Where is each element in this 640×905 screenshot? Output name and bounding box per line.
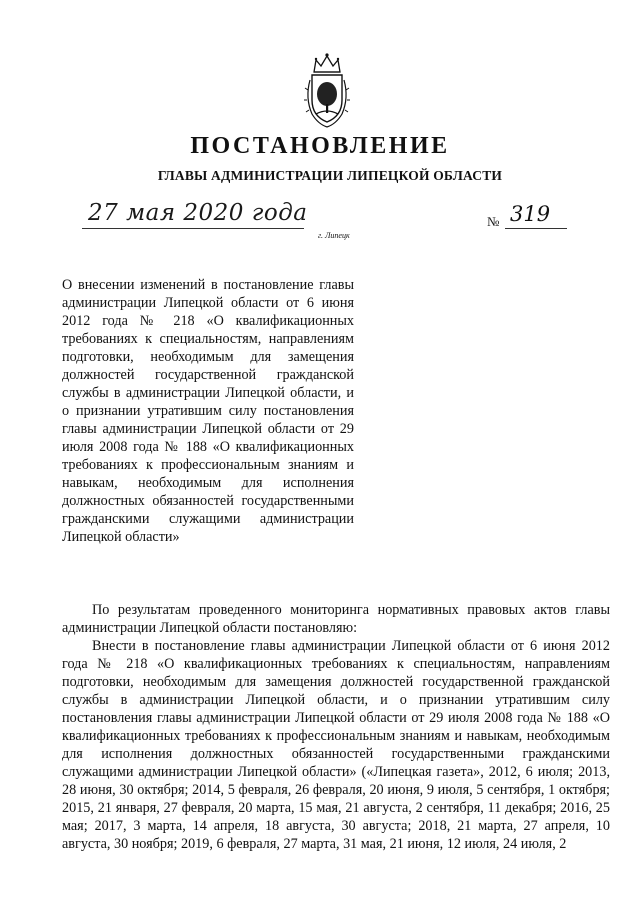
document-subtitle: ГЛАВЫ АДМИНИСТРАЦИИ ЛИПЕЦКОЙ ОБЛАСТИ [157, 168, 503, 183]
document-title: ПОСТАНОВЛЕНИЕ [190, 133, 450, 159]
coat-of-arms-emblem [302, 50, 352, 130]
date-underline [82, 228, 304, 229]
city-label: г. Липецк [318, 231, 350, 240]
body-paragraph-2: Внести в постановление главы администрации Липецкой области от 6 июня 2012 года № 218 «О квалификационных требованиях к специальностям, направлениям подготовки, необходимым для замещения должностей государственной гражданской службы в администрации Липецкой области, и о признании утратившим силу постановления главы администрации Липецкой области от 29 июля 2008 года № 188 «О квалификационных требованиях к профессиональным знаниям и навыкам, необходимым для исполнения должностных обязанностей государственными гражданскими служащими администрации Липецкой области» («Липецкая газета», 2012, 6 июля; 2013, 28 июня, 30 октября; 2014, 5 февраля, 26 февраля, 20 июня, 9 июля, 5 сентября, 1 октября; 2015, 21 января, 27 февраля, 20 марта, 15 мая, 21 августа, 2 сентября, 11 декабря; 2016, 25 мая; 2017, 3 марта, 14 апреля, 18 августа, 30 августа; 2018, 21 марта, 27 апреля, 10 августа, 30 ноября; 2019, 6 февраля, 27 марта, 31 мая, 21 июня, 12 июля, 24 июля, 2 [62, 638, 610, 852]
subject-text: О внесении изменений в постановление главы администрации Липецкой области от 6 июня 2012 года № 218 «О квалификационных требованиях к специальностям, направлениям подготовки, необходимым для замещения должностей государственной гражданской службы в администрации Липецкой области, и о признании утратившим силу постановления главы администрации Липецкой области от 29 июля 2008 года № 188 «О квалификационных требованиях к профессиональным знаниям и навыкам, необходимым для исполнения должностных обязанностей государственными гражданскими служащими администрации Липецкой области» [62, 277, 354, 545]
handwritten-date: 27 мая 2020 года [88, 200, 308, 226]
handwritten-number: 319 [510, 202, 551, 226]
document-body [62, 601, 610, 853]
number-underline [505, 228, 567, 229]
number-label: № [487, 214, 500, 229]
document-subject [62, 276, 354, 546]
body-paragraph-1: По результатам проведенного мониторинга нормативных правовых актов главы администрации Липецкой области постановляю: [62, 602, 610, 636]
